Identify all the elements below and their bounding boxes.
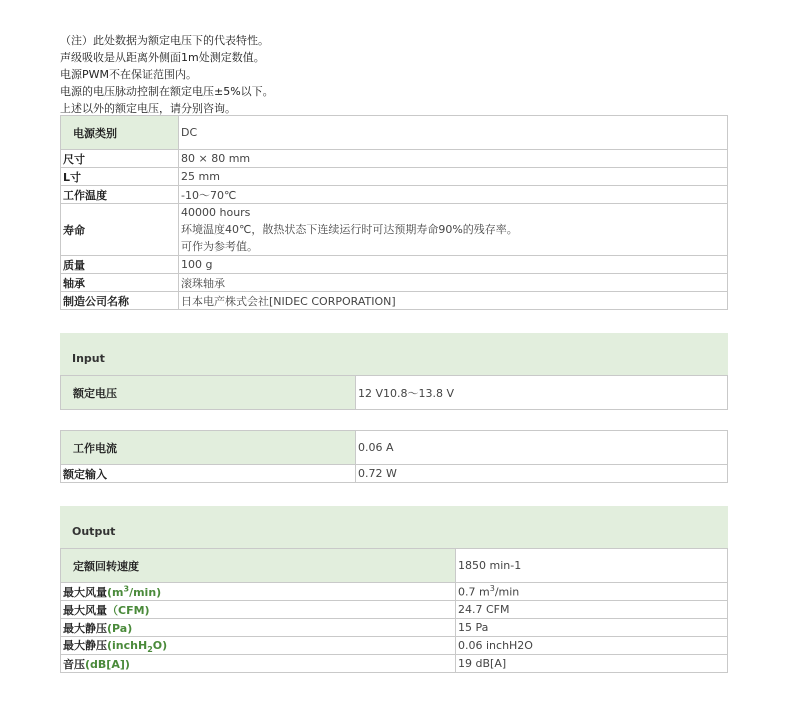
bearing-value: 滚珠轴承 bbox=[179, 274, 728, 292]
table-row bbox=[61, 431, 728, 465]
airflow-cfm-value: 24.7 CFM bbox=[456, 601, 728, 619]
airflow-cfm-label bbox=[61, 601, 456, 619]
pressure-pa-unit: (Pa) bbox=[107, 621, 133, 635]
power-type-value: DC bbox=[179, 116, 728, 150]
life-note-ref: 可作为参考值。 bbox=[181, 240, 258, 253]
airflow-m3-name: 最大风量 bbox=[63, 585, 107, 599]
life-value bbox=[179, 204, 728, 256]
mass-value: 100 g bbox=[179, 256, 728, 274]
rated-input-value: 0.72 W bbox=[356, 465, 728, 483]
temp-label: 工作温度 bbox=[61, 186, 179, 204]
table-row bbox=[61, 274, 728, 292]
table-row bbox=[61, 376, 728, 410]
note-line: （注）此处数据为额定电压下的代表特性。 bbox=[60, 34, 269, 47]
table-row bbox=[61, 619, 728, 637]
life-note: 环境温度40℃，散热状态下连续运行时可达预期寿命90%的残存率。 bbox=[181, 223, 518, 236]
noise-unit: (dB[A]) bbox=[85, 657, 130, 671]
pressure-inch-unit: (inchH$_2$O) bbox=[107, 639, 168, 655]
rated-voltage-value: 12 V10.8～13.8 V bbox=[356, 376, 728, 410]
current-label: 工作电流 bbox=[61, 431, 356, 465]
table-row bbox=[61, 150, 728, 168]
table-row bbox=[61, 637, 728, 655]
l-size-value: 25 mm bbox=[179, 168, 728, 186]
size-value: 80 × 80 mm bbox=[179, 150, 728, 168]
l-size-label: L寸 bbox=[61, 168, 179, 186]
note-line: 声级吸收是从距离外侧面1m处测定数值。 bbox=[60, 51, 265, 64]
airflow-m3-value: 0.7 $m^3/\min$ bbox=[456, 583, 728, 601]
table-row bbox=[61, 292, 728, 310]
maker-label: 制造公司名称 bbox=[61, 292, 179, 310]
note-line: 电源的电压脉动控制在额定电压±5%以下。 bbox=[60, 85, 274, 98]
pressure-inch-value: 0.06 inchH2O bbox=[456, 637, 728, 655]
current-value: 0.06 A bbox=[356, 431, 728, 465]
table-row bbox=[61, 168, 728, 186]
table-row bbox=[61, 601, 728, 619]
pressure-inch-label bbox=[61, 637, 456, 655]
airflow-cfm-name: 最大风量 bbox=[63, 603, 107, 617]
table-row bbox=[61, 583, 728, 601]
input-current-table bbox=[60, 430, 728, 483]
input-section-header bbox=[60, 333, 728, 375]
pressure-inch-name: 最大静压 bbox=[63, 639, 107, 652]
table-row bbox=[61, 465, 728, 483]
notes bbox=[60, 32, 274, 117]
temp-value: -10～70℃ bbox=[179, 186, 728, 204]
airflow-m3-label bbox=[61, 583, 456, 601]
pressure-pa-label bbox=[61, 619, 456, 637]
table-row bbox=[61, 186, 728, 204]
rated-voltage-label: 额定电压 bbox=[61, 376, 356, 410]
rated-input-label: 额定输入 bbox=[61, 465, 356, 483]
life-label: 寿命 bbox=[61, 204, 179, 256]
noise-value: 19 dB[A] bbox=[456, 655, 728, 673]
note-line: 上述以外的额定电压，请分别咨询。 bbox=[60, 102, 236, 115]
maker-value: 日本电产株式会社[NIDEC CORPORATION] bbox=[179, 292, 728, 310]
speed-label: 定额回转速度 bbox=[61, 549, 456, 583]
note-line: 电源PWM不在保证范围内。 bbox=[60, 68, 197, 81]
output-spec-table bbox=[60, 548, 728, 673]
input-voltage-table bbox=[60, 375, 728, 410]
table-row bbox=[61, 655, 728, 673]
output-section-header bbox=[60, 506, 728, 548]
mass-label: 质量 bbox=[61, 256, 179, 274]
noise-label bbox=[61, 655, 456, 673]
power-type-label: 电源类别 bbox=[61, 116, 179, 150]
airflow-m3-unit: $(m^3/\min)$ bbox=[107, 583, 162, 599]
bearing-label: 轴承 bbox=[61, 274, 179, 292]
size-label: 尺寸 bbox=[61, 150, 179, 168]
input-section-title: Input bbox=[72, 352, 105, 365]
general-spec-table bbox=[60, 115, 728, 310]
table-row bbox=[61, 116, 728, 150]
table-row bbox=[61, 549, 728, 583]
table-row bbox=[61, 256, 728, 274]
pressure-pa-value: 15 Pa bbox=[456, 619, 728, 637]
airflow-cfm-unit: （CFM) bbox=[107, 603, 150, 617]
noise-name: 音压 bbox=[63, 657, 85, 671]
output-section-title: Output bbox=[72, 525, 116, 538]
life-hours: 40000 hours bbox=[181, 206, 251, 219]
speed-value: 1850 min-1 bbox=[456, 549, 728, 583]
pressure-pa-name: 最大静压 bbox=[63, 621, 107, 635]
table-row bbox=[61, 204, 728, 256]
